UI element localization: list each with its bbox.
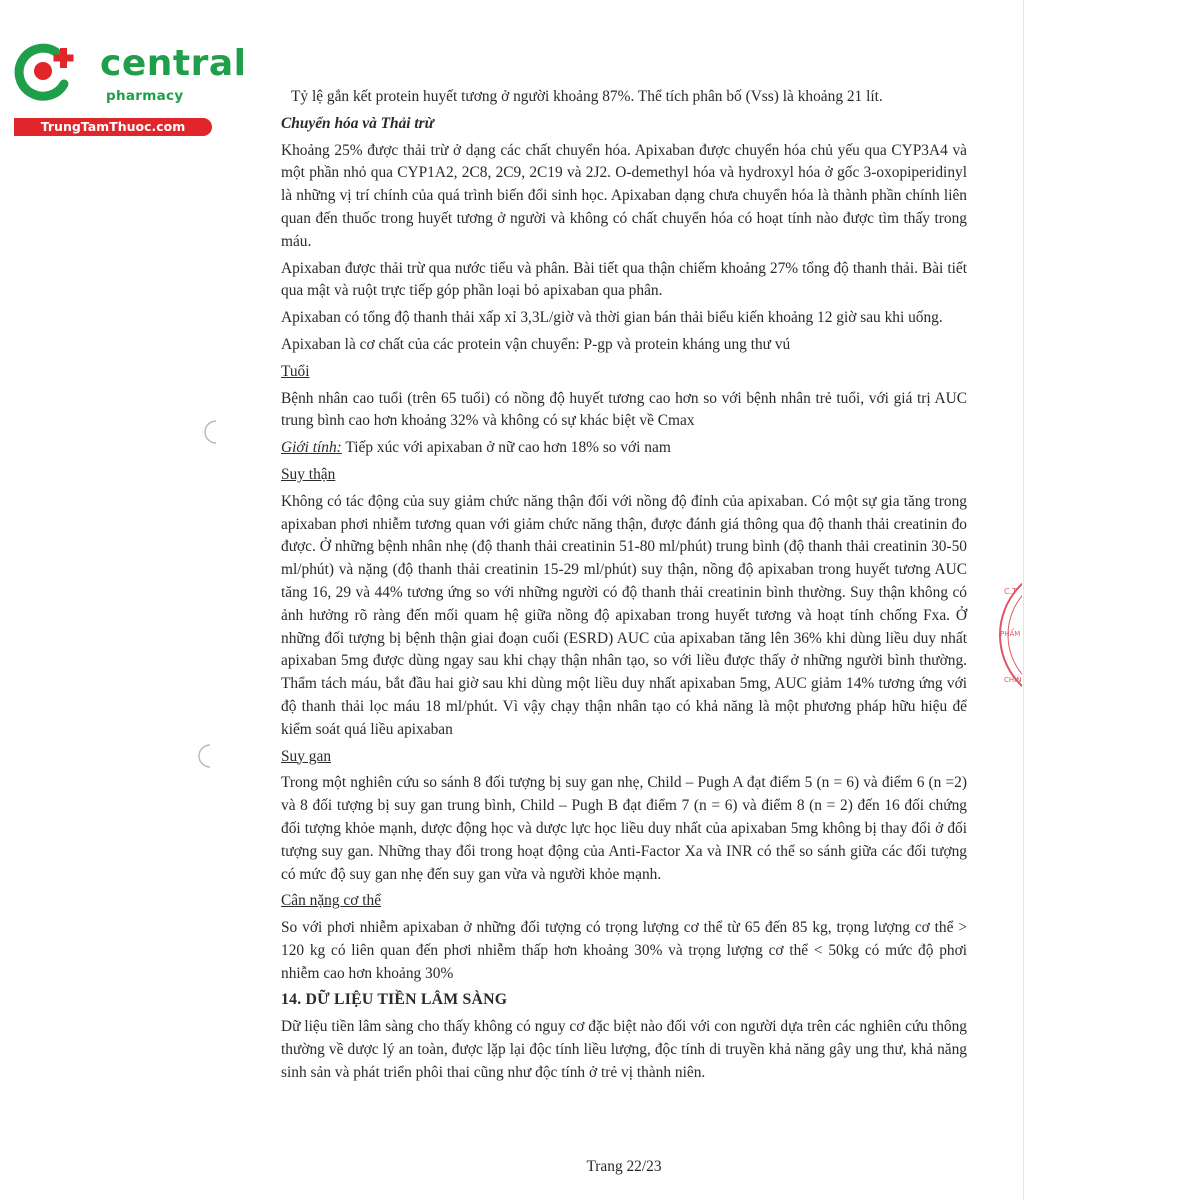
paragraph-section-14: Dữ liệu tiền lâm sàng cho thấy không có nguy cơ đặc biệt nào đối với con người dựa trên các nghiên cứu thông thường về dược lý an toàn, được lặp lại độc tính liều lượng, độc tính di truyền khả năng gây ung thư, khả năng sinh sản và phát triển phôi thai cũng như độc tính ở trẻ vị thành niên.	[281, 1018, 967, 1081]
paragraph-metabolism-2: Apixaban được thải trừ qua nước tiểu và phân. Bài tiết qua thận chiếm khoảng 27% tổng độ thanh thải. Bài tiết qua mật và ruột trực tiếp góp phần loại bỏ apixaban qua phân.	[281, 259, 967, 300]
page-number: Trang 22/23	[586, 1158, 662, 1175]
paragraph-gender	[281, 437, 967, 460]
logo-brand-subtitle: pharmacy	[106, 88, 184, 104]
paragraph-protein-binding: Tỷ lệ gắn kết protein huyết tương ở người khoảng 87%. Thể tích phân bố (Vss) là khoảng 21 lít.	[291, 88, 883, 105]
central-pharmacy-logo[interactable]	[12, 38, 247, 138]
pharmacy-cross-logo-icon	[12, 38, 82, 104]
paragraph-age: Bệnh nhân cao tuổi (trên 65 tuổi) có nồng độ huyết tương cao hơn so với bệnh nhân trẻ tuổi, với giá trị AUC trung bình cao hơn khoảng 32% và không có sự khác biệt về Cmax	[281, 389, 967, 430]
paragraph-hepatic: Trong một nghiên cứu so sánh 8 đối tượng bị suy gan nhẹ, Child – Pugh A đạt điểm 5 (n = 6) và điểm 6 (n =2) và 8 đối tượng bị suy gan trung bình, Child – Pugh B đạt điểm 7 (n = 6) và điểm 8 (n = 2) đến 16 đối chứng đối tượng khỏe mạnh, dược động học và dược lực học liều duy nhất của apixaban 5mg không bị thay đổi ở đối tượng suy gan. Những thay đổi trong hoạt động của Anti-Factor Xa và INR có thể so sánh giữa các đối tượng có mức độ suy gan nhẹ đến suy gan vừa và người khỏe mạnh.	[281, 774, 967, 883]
heading-renal: Suy thận	[281, 465, 336, 483]
heading-gender: Giới tính:	[281, 439, 342, 457]
heading-age: Tuổi	[281, 362, 310, 380]
punch-hole-mark-icon	[194, 742, 216, 770]
svg-text:CHÍN: CHÍN	[1004, 676, 1022, 684]
paragraph-metabolism-1: Khoảng 25% được thải trừ ở dạng các chất chuyển hóa. Apixaban được chuyển hóa chủ yếu qua CYP3A4 và một phần nhỏ qua CYP1A2, 2C8, 2C9, 2C19 và 2J2. O-demethyl hóa và hydroxyl hóa ở gốc 3-oxopiperidinyl là những vị trí chính của quá trình biến đổi sinh học. Apixaban dạng chưa chuyển hóa là thành phần chính liên quan đến thuốc trong huyết tương ở người và không có chất chuyển hóa có hoạt tính nào được tìm thấy trong máu.	[281, 141, 967, 250]
gender-text: Tiếp xúc với apixaban ở nữ cao hơn 18% so với nam	[341, 439, 671, 457]
heading-body-weight: Cân nặng cơ thể	[281, 892, 382, 910]
logo-brand-name: central	[100, 43, 247, 84]
heading-hepatic: Suy gan	[281, 747, 332, 765]
heading-metabolism: Chuyển hóa và Thải trừ	[281, 114, 434, 132]
paragraph-body-weight: So với phơi nhiễm apixaban ở những đối tượng có trọng lượng cơ thể từ 65 đến 85 kg, trọng lượng cơ thể > 120 kg có liên quan đến phơi nhiễm thấp hơn khoảng 30% và trọng lượng cơ thể < 50kg có mức độ phơi nhiễm cao hơn khoảng 30%	[281, 919, 967, 982]
punch-hole-mark-icon	[200, 418, 222, 446]
document-body	[281, 86, 967, 1089]
heading-section-14: 14. DỮ LIỆU TIỀN LÂM SÀNG	[281, 991, 508, 1009]
page-edge	[1023, 0, 1024, 1200]
logo-site-banner[interactable]: TrungTamThuoc.com	[14, 118, 212, 136]
paragraph-metabolism-4: Apixaban là cơ chất của các protein vận chuyển: P-gp và protein kháng ung thư vú	[281, 335, 791, 353]
svg-text:PHẨM: PHẨM	[1000, 630, 1021, 638]
red-seal-stamp-icon	[992, 560, 1022, 710]
paragraph-metabolism-3: Apixaban có tổng độ thanh thải xấp xỉ 3,3L/giờ và thời gian bán thải biểu kiến khoảng 12 giờ sau khi uống.	[281, 309, 943, 327]
paragraph-renal: Không có tác động của suy giảm chức năng thận đối với nồng độ đỉnh của apixaban. Có một sự gia tăng trong apixaban phơi nhiễm tương quan với giảm chức năng thận, được đánh giá thông qua độ thanh thải creatinin đo được. Ở những bệnh nhân nhẹ (độ thanh thải creatinin 51-80 ml/phút) trung bình (độ thanh thải creatinin 30-50 ml/phút) và nặng (độ thanh thải creatinin 15-29 ml/phút) suy thận, nồng độ apixaban trong huyết tương AUC tăng 16, 29 và 44% tương ứng so với những người có độ thanh thải creatinin bình thường. Suy thận không có ảnh hưởng rõ ràng đến mối quam hệ giữa nồng độ apixaban trong huyết tương và hoạt tính chống Fxa. Ở những đối tượng bị bệnh thận giai đoạn cuối (ESRD) AUC của apixaban tăng lên 36% khi dùng liều duy nhất apixaban 5mg được dùng ngay sau khi chạy thận nhân tạo, so với liều được thấy ở những người bình thường. Thẩm tách máu, bắt đầu hai giờ sau khi dùng một liều duy nhất apixaban 5mg, AUC giảm 14% tương ứng với độ thanh thải lọc máu 18 ml/phút. Vì vậy chạy thận nhân tạo có khả năng là một phương pháp hữu hiệu để kiểm soát quá liều apixaban	[281, 492, 967, 738]
svg-text:C.T: C.T	[1004, 587, 1018, 596]
